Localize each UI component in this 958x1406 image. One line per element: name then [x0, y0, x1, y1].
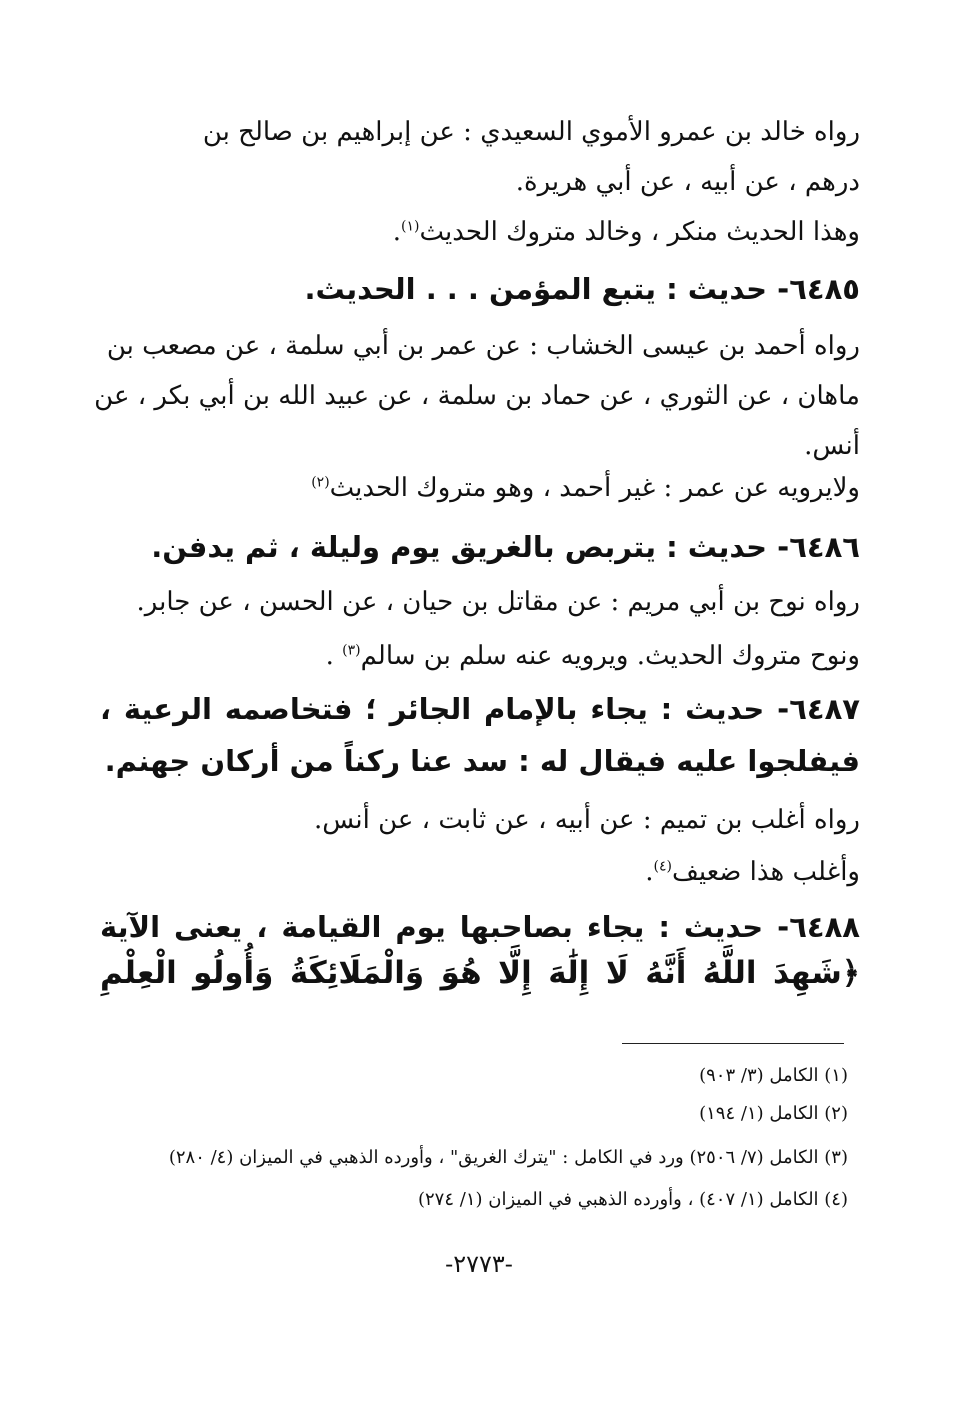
hadith-heading: ٦٤٨٥- حديث : يتبع المؤمن . . . الحديث. [304, 272, 860, 306]
body-text: ونوح متروك الحديث. ويرويه عنه سلم بن سالم [360, 641, 860, 671]
hadith-heading: ٦٤٨٨- حديث : يجاء بصاحبها يوم القيامة ، يعنى الآية [100, 910, 860, 944]
footnote: (١) الكامل (٣/ ٩٠٣) [699, 1065, 848, 1086]
body-line [100, 212, 860, 252]
body-text: وهذا الحديث منكر ، وخالد متروك الحديث [419, 217, 860, 247]
body-text: . [645, 857, 654, 887]
body-text: . [392, 217, 402, 247]
body-line [100, 468, 860, 508]
body-line: رواه نوح بن أبي مريم : عن مقاتل بن حيان ، عن الحسن ، عن جابر. [136, 587, 860, 617]
body-line [100, 636, 860, 676]
footnote: (٢) الكامل (١/ ١٩٤) [699, 1103, 848, 1124]
hadith-heading: ٦٤٨٧- حديث : يجاء بالإمام الجائر ؛ فتخاصمه الرعية ، [100, 692, 860, 726]
body-line [100, 852, 860, 892]
footnote-ref: (٣) [342, 642, 361, 659]
body-text: وأغلب هذا ضعيف [671, 857, 860, 887]
hadith-heading-continued: فيفلجوا عليه فيقال له : سد عنا ركناً من أركان جهنم. [104, 744, 860, 778]
body-line: أنس. [804, 431, 860, 461]
body-line: رواه أحمد بن عيسى الخشاب : عن عمر بن أبي سلمة ، عن مصعب بن [106, 331, 860, 361]
footnote-divider [622, 1043, 844, 1044]
page-number: -٢٧٧٣- [445, 1250, 513, 1278]
body-text: . [325, 641, 343, 671]
body-line: رواه أغلب بن تميم : عن أبيه ، عن ثابت ، عن أنس. [313, 805, 860, 835]
footnote-ref: (٤) [653, 858, 672, 875]
quran-verse: ﴿شَهِدَ اللَّهُ أَنَّهُ لَا إِلَٰهَ إِلَّا هُوَ وَالْمَلَائِكَةُ وَأُولُو الْعِلْمِ [100, 955, 860, 991]
body-line: ماهان ، عن الثوري ، عن حماد بن سلمة ، عن عبيد الله بن أبي بكر ، عن [94, 381, 860, 411]
body-line: رواه خالد بن عمرو الأموي السعيدي : عن إبراهيم بن صالح بن [202, 117, 860, 147]
footnote-ref: (١) [401, 218, 420, 235]
body-text: ولايرويه عن عمر : غير أحمد ، وهو متروك الحديث [329, 473, 860, 503]
footnote-ref: (٢) [311, 474, 330, 491]
hadith-heading: ٦٤٨٦- حديث : يتربص بالغريق يوم وليلة ، ثم يدفن. [151, 530, 860, 564]
footnote: (٣) الكامل (٧/ ٢٥٠٦) ورد في الكامل : "يترك الغريق" ، وأورده الذهبي في الميزان (٤/ ٢٨٠) [168, 1147, 848, 1168]
footnote: (٤) الكامل (١/ ٤٠٧) ، وأورده الذهبي في الميزان (١/ ٢٧٤) [417, 1189, 848, 1210]
body-line: درهم ، عن أبيه ، عن أبي هريرة. [515, 167, 860, 197]
